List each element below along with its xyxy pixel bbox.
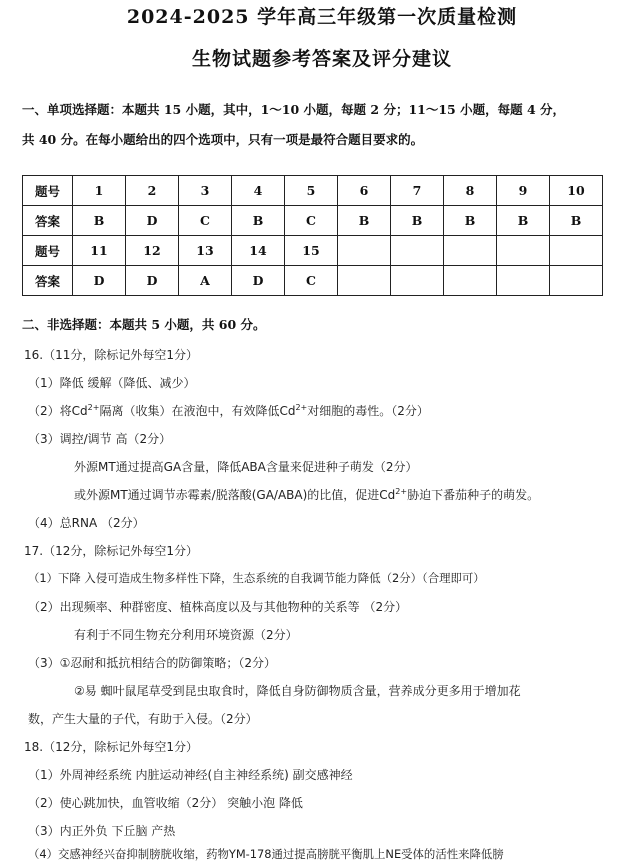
table-cell: B bbox=[232, 206, 285, 236]
table-cell: B bbox=[444, 206, 497, 236]
q16-line-6: （4）总RNA （2分） bbox=[28, 516, 145, 530]
table-cell bbox=[338, 266, 391, 296]
q16-heading: 16.（11分，除标记外每空1分） bbox=[24, 348, 198, 362]
table-cell: 4 bbox=[232, 176, 285, 206]
table-cell bbox=[497, 266, 550, 296]
table-cell: 15 bbox=[285, 236, 338, 266]
table-header-cell: 题号 bbox=[23, 176, 73, 206]
q16-line-1: （1）降低 缓解（降低、减少） bbox=[28, 376, 196, 390]
table-cell: C bbox=[285, 206, 338, 236]
table-cell bbox=[444, 236, 497, 266]
table-cell: 9 bbox=[497, 176, 550, 206]
table-cell: 3 bbox=[179, 176, 232, 206]
table-cell bbox=[444, 266, 497, 296]
q18-line-4: （4）交感神经兴奋抑制膀胱收缩，药物YM-178通过提高膀胱平衡肌上NE受体的活性来降低膀 bbox=[28, 847, 504, 861]
table-cell: B bbox=[497, 206, 550, 236]
q17-line-4: （3）①忍耐和抵抗相结合的防御策略；（2分） bbox=[28, 656, 277, 670]
table-header-cell: 题号 bbox=[23, 236, 73, 266]
q17-line-5: ②易 蜘叶鼠尾草受到昆虫取食时，降低自身防御物质含量，营养成分更多用于增加花 bbox=[74, 684, 521, 698]
table-row bbox=[23, 236, 603, 266]
q17-heading: 17.（12分，除标记外每空1分） bbox=[24, 544, 198, 558]
table-row bbox=[23, 206, 603, 236]
q17-line-3: 有利于不同生物充分利用环境资源（2分） bbox=[74, 628, 298, 642]
section1-instructions-line1: 一、单项选择题：本题共 15 小题，其中，1～10 小题，每题 2 分；11～15 小题，每题 4 分， bbox=[22, 102, 565, 117]
q18-line-2: （2）使心跳加快，血管收缩（2分） 突触小泡 降低 bbox=[28, 796, 303, 810]
table-header-cell: 答案 bbox=[23, 266, 73, 296]
table-cell: C bbox=[179, 206, 232, 236]
q16-line-2: （2）将$Cd^{2+}$隔离（收集）在液泡中，有效降低$Cd^{2+}$对细胞的毒性。（2分） bbox=[28, 403, 429, 418]
q18-line-1: （1）外周神经系统 内脏运动神经(自主神经系统) 副交感神经 bbox=[28, 768, 353, 782]
table-cell: D bbox=[126, 266, 179, 296]
table-cell bbox=[550, 266, 603, 296]
table-cell bbox=[338, 236, 391, 266]
table-cell: B bbox=[73, 206, 126, 236]
table-cell: B bbox=[338, 206, 391, 236]
table-row bbox=[23, 176, 603, 206]
table-cell: 2 bbox=[126, 176, 179, 206]
q17-line-1: （1）下降 入侵可造成生物多样性下降，生态系统的自我调节能力降低（2分）（合理即可） bbox=[28, 571, 485, 585]
q16-line-4: 外源MT通过提高GA含量，降低ABA含量来促进种子萌发（2分） bbox=[74, 460, 418, 474]
table-cell: D bbox=[73, 266, 126, 296]
q18-heading: 18.（12分，除标记外每空1分） bbox=[24, 740, 198, 754]
table-cell: 8 bbox=[444, 176, 497, 206]
table-header-cell: 答案 bbox=[23, 206, 73, 236]
table-cell: 11 bbox=[73, 236, 126, 266]
q17-line-6: 数，产生大量的子代，有助于入侵。（2分） bbox=[28, 712, 258, 726]
table-cell: 10 bbox=[550, 176, 603, 206]
table-cell: 7 bbox=[391, 176, 444, 206]
section1-instructions-line2: 共 40 分。在每小题给出的四个选项中，只有一项是最符合题目要求的。 bbox=[22, 132, 424, 147]
table-cell: A bbox=[179, 266, 232, 296]
table-cell: 1 bbox=[73, 176, 126, 206]
table-cell bbox=[391, 266, 444, 296]
table-row bbox=[23, 266, 603, 296]
answer-table bbox=[22, 175, 603, 296]
table-cell: 6 bbox=[338, 176, 391, 206]
page-subtitle: 生物试题参考答案及评分建议 bbox=[191, 48, 452, 70]
q17-line-2: （2）出现频率、种群密度、植株高度以及与其他物种的关系等 （2分） bbox=[28, 600, 408, 614]
q16-line-5: 或外源MT通过调节赤霉素/脱落酸(GA/ABA)的比值，促进$Cd^{2+}$胁迫下番茄种子的萌发。 bbox=[74, 487, 540, 502]
page-title: 2024-2025 学年高三年级第一次质量检测 bbox=[126, 6, 518, 28]
table-cell: 12 bbox=[126, 236, 179, 266]
table-cell bbox=[550, 236, 603, 266]
table-cell: 5 bbox=[285, 176, 338, 206]
table-cell bbox=[497, 236, 550, 266]
table-cell: B bbox=[391, 206, 444, 236]
q18-line-3: （3）内正外负 下丘脑 产热 bbox=[28, 824, 176, 838]
table-cell: D bbox=[126, 206, 179, 236]
table-cell: 13 bbox=[179, 236, 232, 266]
table-cell bbox=[391, 236, 444, 266]
q16-line-3: （3）调控/调节 高（2分） bbox=[28, 432, 172, 446]
section2-heading: 二、非选择题：本题共 5 小题，共 60 分。 bbox=[22, 317, 266, 332]
table-cell: B bbox=[550, 206, 603, 236]
table-cell: C bbox=[285, 266, 338, 296]
table-cell: D bbox=[232, 266, 285, 296]
table-cell: 14 bbox=[232, 236, 285, 266]
